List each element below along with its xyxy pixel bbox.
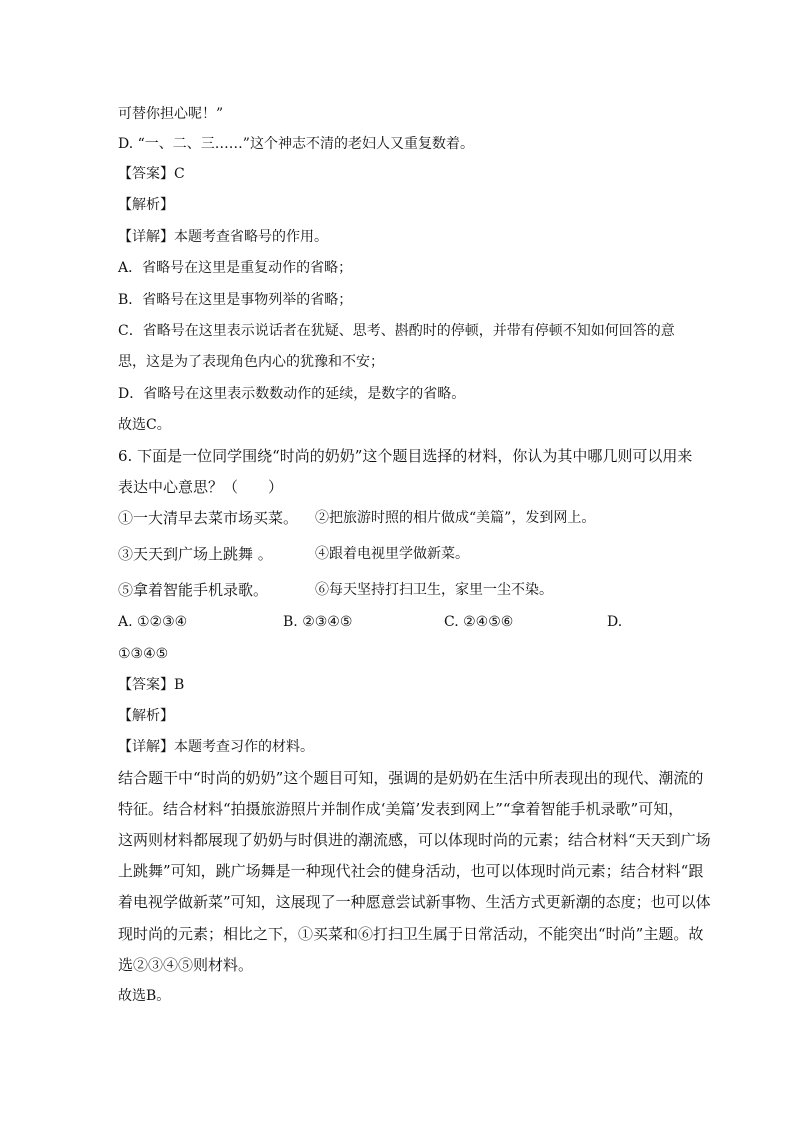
para-line: 这两则材料都展现了奶奶与时俱进的潮流感，可以体现时尚的元素；结合材料“天天到广场	[118, 831, 711, 849]
analysis-label-2: 【解析】	[118, 708, 174, 724]
detail-line-2: 【详解】本题考查习作的材料。	[118, 739, 314, 755]
option-d-previous: D. “一、二、三……”这个神志不清的老妇人又重复数着。	[118, 136, 474, 152]
option-b: B. ②③④⑤	[283, 614, 353, 630]
explanation-c: C．省略号在这里表示说话者在犹疑、思考、斟酌时的停顿，并带有停顿不知如何回答的意	[118, 323, 675, 339]
material-3: ③天天到广场上跳舞 。	[118, 545, 273, 563]
answer-label: 【答案】C	[118, 166, 185, 182]
choose-line: 故选C。	[118, 417, 171, 433]
explanation-d: D．省略号在这里表示数数动作的延续，是数字的省略。	[118, 386, 466, 402]
option-a: A. ①②③④	[118, 614, 188, 630]
material-6: ⑥每天坚持打扫卫生，家里一尘不染。	[315, 582, 553, 598]
para-line: 着电视学做新菜”可知，这展现了一种愿意尝试新事物、生活方式更新潮的态度；也可以体	[118, 893, 711, 911]
explanation-c-cont: 思，这是为了表现角色内心的犹豫和不安；	[118, 354, 384, 370]
analysis-label: 【解析】	[118, 197, 174, 213]
option-d-cont: ①③④⑤	[118, 646, 169, 662]
material-1: ①一大清早去菜市场买菜。	[118, 509, 299, 527]
answer-label-2: 【答案】B	[118, 677, 185, 693]
explanation-a: A．省略号在这里是重复动作的省略；	[118, 260, 353, 276]
option-c: C. ②④⑤⑥	[444, 614, 514, 630]
material-5: ⑤拿着智能手机录歌。	[118, 581, 269, 599]
explanation-b: B．省略号在这里是事物列举的省略；	[118, 292, 353, 308]
question-6: 6. 下面是一位同学围绕“时尚的奶奶”这个题目选择的材料，你认为其中哪几则可以用来	[118, 447, 693, 465]
final-choice: 故选B。	[118, 988, 171, 1004]
para-line: 选②③④⑤则材料。	[118, 956, 254, 974]
text-line: 可替你担心呢！”	[118, 106, 224, 122]
para-line: 上跳舞”可知，跳广场舞是一种现代社会的健身活动，也可以体现时尚元素；结合材料“跟	[118, 862, 704, 880]
detail-line: 【详解】本题考查省略号的作用。	[118, 229, 328, 245]
para-line: 现时尚的元素；相比之下，①买菜和⑥打扫卫生属于日常活动，不能突出“时尚”主题。故	[118, 925, 704, 943]
option-d: D.	[607, 614, 623, 630]
question-6-cont: 表达中心意思？（ ）	[118, 478, 284, 496]
material-2: ②把旅游时照的相片做成“美篇”，发到网上。	[315, 510, 596, 526]
para-line: 结合题干中“时尚的奶奶”这个题目可知，强调的是奶奶在生活中所表现出的现代、潮流的	[118, 769, 704, 787]
material-4: ④跟着电视里学做新菜。	[315, 546, 469, 562]
para-line: 特征。结合材料“拍摄旅游照片并制作成‘美篇’发表到网上”“拿着智能手机录歌”可知，	[118, 800, 684, 818]
